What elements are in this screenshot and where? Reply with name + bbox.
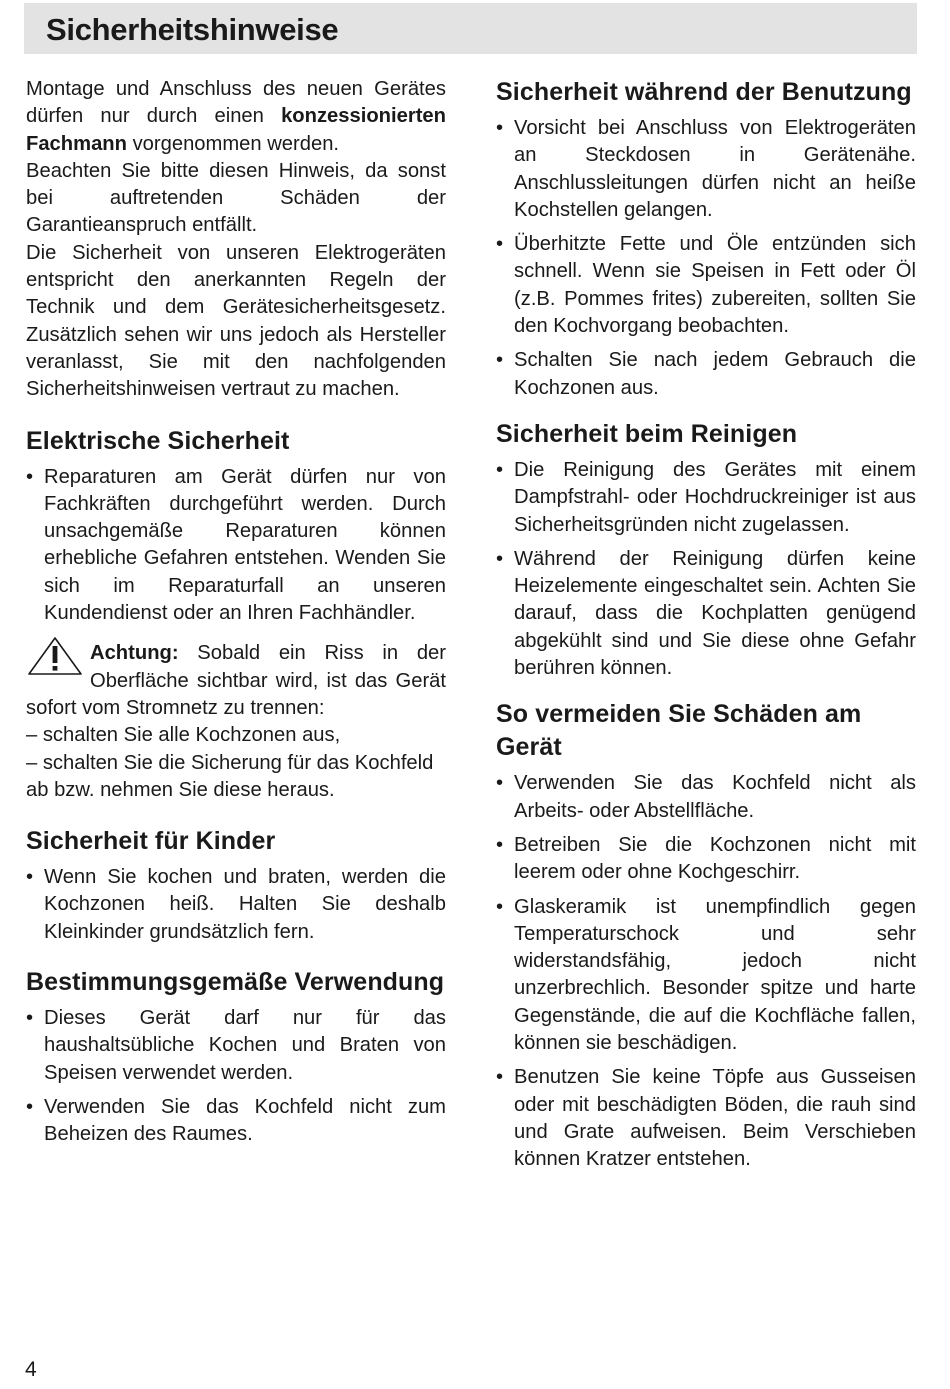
intro-text: Montage und Anschluss des neuen Gerätes dürfen nur durch einen [26, 78, 446, 128]
bullet: • [26, 1095, 34, 1118]
list-item-text: Während der Reinigung dürfen keine Heizelemente eingeschaltet sein. Achten Sie darauf, dass die Kochplatten genügend abgekühlt sind und Sie diese ohne Gefahr berühren können. [514, 547, 916, 680]
list-item-text: Schalten Sie nach jedem Gebrauch die Kochzonen aus. [514, 349, 916, 399]
warning-step-1: – schalten Sie alle Kochzonen aus, [26, 724, 341, 747]
warning-block [26, 640, 446, 804]
damage-list [496, 770, 916, 1173]
list-item [496, 832, 916, 887]
list-item-text: Vorsicht bei Anschluss von Elektrogeräten an Steckdosen in Gerätenähe. Anschlussleitungen dürfen nicht an heiße Kochstellen gelangen. [514, 117, 916, 221]
left-column [26, 76, 446, 1156]
warning-text [26, 640, 446, 722]
bullet: • [496, 895, 504, 918]
bullet: • [496, 233, 504, 256]
intro-paragraph-1 [26, 76, 446, 158]
intended-use-list [26, 1005, 446, 1148]
heading-safety-during-use: Sicherheit während der Benutzung [496, 78, 912, 106]
bullet: • [496, 458, 504, 481]
list-item-text: Wenn Sie kochen und braten, werden die Kochzonen heiß. Halten Sie deshalb Kleinkinder grundsätzlich fern. [44, 866, 446, 943]
list-item-text: Überhitzte Fette und Öle entzünden sich schnell. Wenn sie Speisen in Fett oder Öl (z.B. Pommes frites) zubereiten, sollten Sie den Kochvorgang beobachten. [514, 233, 916, 338]
page-title: Sicherheitshinweise [46, 12, 339, 47]
list-item-text: Betreiben Sie die Kochzonen nicht mit leerem oder ohne Kochgeschirr. [514, 833, 916, 884]
list-item-text: Die Reinigung des Gerätes mit einem Dampfstrahl- oder Hochdruckreiniger ist aus Sicherheitsgründen nicht zugelassen. [514, 458, 916, 536]
list-item [496, 347, 916, 402]
intro-paragraph-3: Die Sicherheit von unseren Elektrogeräten entspricht den anerkannten Regeln der Technik und dem Gerätesicherheitsgesetz. Zusätzlich sehen wir uns jedoch als Hersteller veranlasst, Sie mit den nachfolgenden Sicherheitshinweisen vertraut zu machen. [26, 241, 446, 401]
warning-triangle-icon [26, 636, 84, 676]
list-item-text: Verwenden Sie das Kochfeld nicht als Arbeits- oder Abstellfläche. [514, 772, 916, 822]
bullet: • [26, 1007, 34, 1030]
warning-step-2: – schalten Sie die Sicherung für das Kochfeld ab bzw. nehmen Sie diese heraus. [26, 751, 434, 801]
bullet: • [26, 866, 34, 889]
children-list [26, 864, 446, 946]
list-item [496, 770, 916, 825]
list-item-text: Glaskeramik ist unempfindlich gegen Temperaturschock und sehr widerstandsfähig, jedoch nicht unzerbrechlich. Besonder spitze und harte Gegenstände, die auf die Kochfläche fallen, können sie beschädigen. [514, 895, 916, 1055]
list-item [496, 1064, 916, 1173]
bullet: • [496, 547, 504, 570]
bullet: • [496, 1066, 504, 1089]
list-item [26, 464, 446, 628]
list-item-text: Benutzen Sie keine Töpfe aus Gusseisen oder mit beschädigten Böden, die rauh sind und Grate aufweisen. Beim Verschieben können Kratzer entstehen. [514, 1066, 916, 1171]
heading-cleaning-safety: Sicherheit beim Reinigen [496, 419, 798, 448]
heading-intended-use: Bestimmungsgemäße Verwendung [26, 968, 445, 997]
warning-message: Sobald ein Riss in der Oberfläche sichtbar wird, ist das Gerät sofort vom Stromnetz zu trennen: [26, 642, 446, 719]
bullet: • [496, 117, 504, 139]
bullet: • [496, 349, 504, 372]
list-item [496, 231, 916, 340]
intro-bold-text: konzessionierten Fachmann [26, 105, 446, 155]
bullet: • [26, 465, 34, 488]
list-item [496, 457, 916, 539]
header-bar [24, 3, 917, 54]
list-item-text: Reparaturen am Gerät dürfen nur von Fachkräften durchgeführt werden. Durch unsachgemäße Reparaturen können erhebliche Gefahren entstehen. Wenden Sie sich im Reparaturfall an unseren Kundendienst oder an Ihren Fachhändler. [44, 465, 446, 625]
list-item-text: Verwenden Sie das Kochfeld nicht zum Beheizen des Raumes. [44, 1095, 446, 1146]
list-item [496, 546, 916, 682]
page-number: 4 [25, 1358, 37, 1381]
list-item [496, 894, 916, 1058]
during-use-list [496, 115, 916, 402]
bullet: • [496, 772, 504, 795]
list-item [26, 864, 446, 946]
intro-text-end: vorgenommen werden. [126, 132, 340, 155]
electrical-list [26, 464, 446, 628]
list-item-text: Dieses Gerät darf nur für das haushaltsübliche Kochen und Braten von Speisen verwendet werden. [44, 1007, 446, 1084]
heading-electrical-safety: Elektrische Sicherheit [26, 426, 290, 455]
cleaning-list [496, 457, 916, 682]
list-item [26, 1094, 446, 1149]
right-column [496, 76, 916, 1181]
heading-child-safety: Sicherheit für Kinder [26, 827, 276, 856]
list-item [26, 1005, 446, 1087]
intro-paragraph-2: Beachten Sie bitte diesen Hinweis, da sonst bei auftretenden Schäden der Garantieanspruch entfällt. [26, 159, 446, 237]
heading-avoid-damage: So vermeiden Sie Schäden am Gerät [496, 700, 862, 762]
warning-label: Achtung: [90, 642, 179, 665]
list-item [496, 115, 916, 224]
bullet: • [496, 833, 504, 856]
